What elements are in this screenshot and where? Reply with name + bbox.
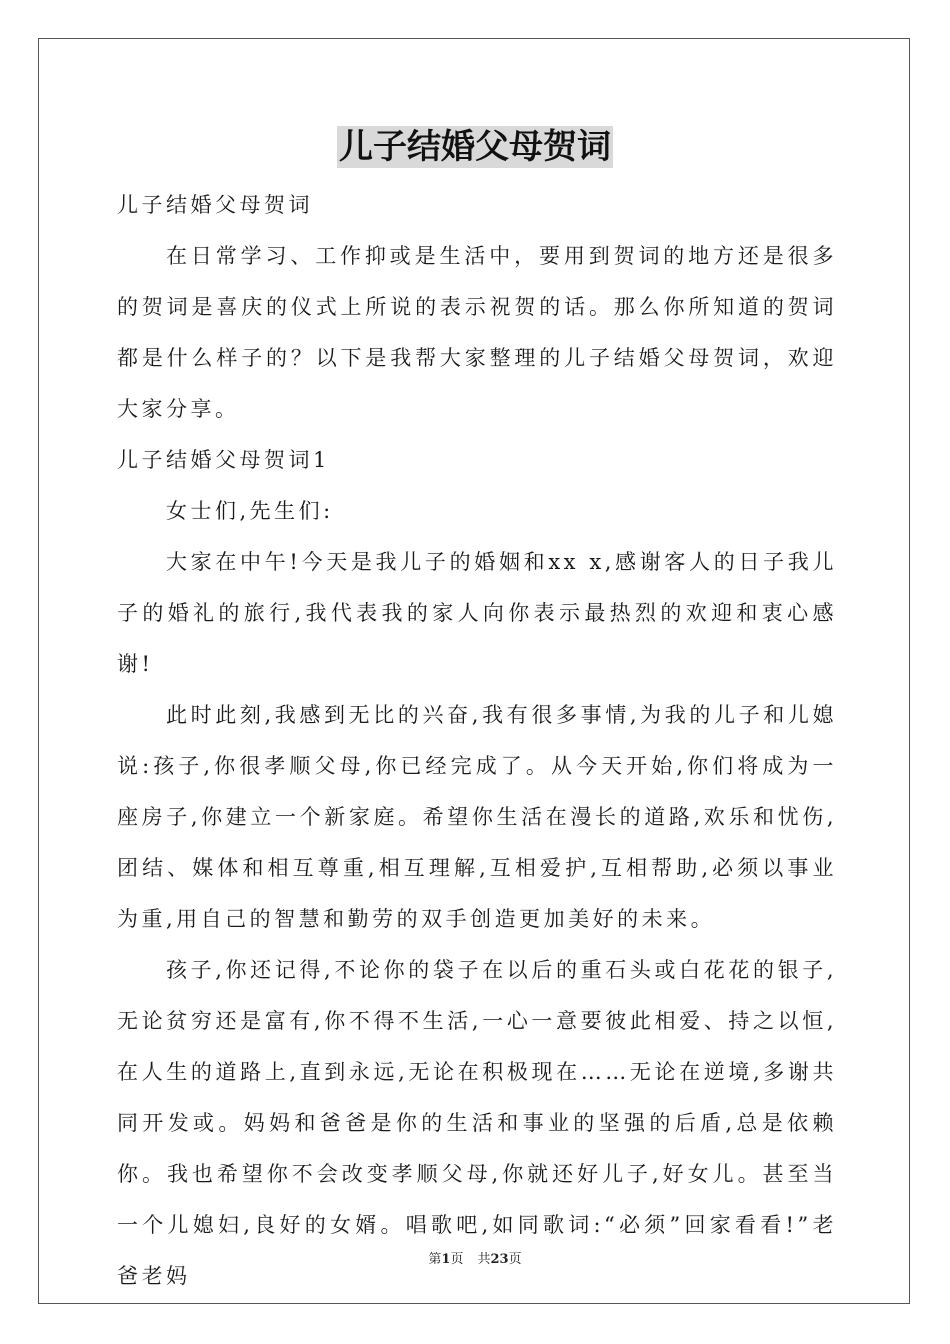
page-prefix: 第 xyxy=(428,1252,442,1267)
body-paragraph: 此时此刻,我感到无比的兴奋,我有很多事情,为我的儿子和儿媳说:孩子,你很孝顺父母,你已经完成了。从今天开始,你们将成为一座房子,你建立一个新家庭。希望你生活在漫长的道路,欢乐和忧伤,团结、媒体和相互尊重,相互理解,互相爱护,互相帮助,必须以事业为重,用自己的智慧和勤劳的双手创造更加美好的未来。 xyxy=(117,703,837,931)
document-title: 儿子结婚父母贺词 xyxy=(339,127,611,167)
body-paragraph: 孩子,你还记得,不论你的袋子在以后的重石头或白花花的银子,无论贫穷还是富有,你不得不生活,一心一意要彼此相爱、持之以恒,在人生的道路上,直到永远,无论在积极现在……无论在逆境,多谢共同开发或。妈妈和爸爸是你的生活和事业的坚强的后盾,总是依赖你。我也希望你不会改变孝顺父母,你就还好儿子,好女儿。甚至当一个儿媳妇,良好的女婿。唱歌吧,如同歌词:“必须”回家看看!”老爸老妈 xyxy=(117,958,837,1288)
page-number: 1 xyxy=(441,1252,451,1267)
greeting-paragraph: 女士们,先生们: xyxy=(166,499,334,523)
intro-paragraph: 在日常学习、工作抑或是生活中，要用到贺词的地方还是很多的贺词是喜庆的仪式上所说的表示祝贺的话。那么你所知道的贺词都是什么样子的？以下是我帮大家整理的儿子结婚父母贺词，欢迎大家分享。 xyxy=(117,244,837,421)
body-paragraph: 大家在中午!今天是我儿子的婚姻和xx x,感谢客人的日子我儿子的婚礼的旅行,我代表我的家人向你表示最热烈的欢迎和衷心感谢! xyxy=(117,550,837,676)
total-suffix: 页 xyxy=(508,1252,522,1267)
total-prefix: 共 xyxy=(477,1252,491,1267)
section-heading: 儿子结婚父母贺词1 xyxy=(117,448,330,472)
subtitle-paragraph: 儿子结婚父母贺词 xyxy=(117,193,313,217)
title-area xyxy=(0,126,950,168)
page-footer xyxy=(0,1248,950,1267)
total-pages: 23 xyxy=(490,1252,509,1267)
document-body xyxy=(117,180,837,1302)
page-suffix: 页 xyxy=(450,1252,464,1267)
